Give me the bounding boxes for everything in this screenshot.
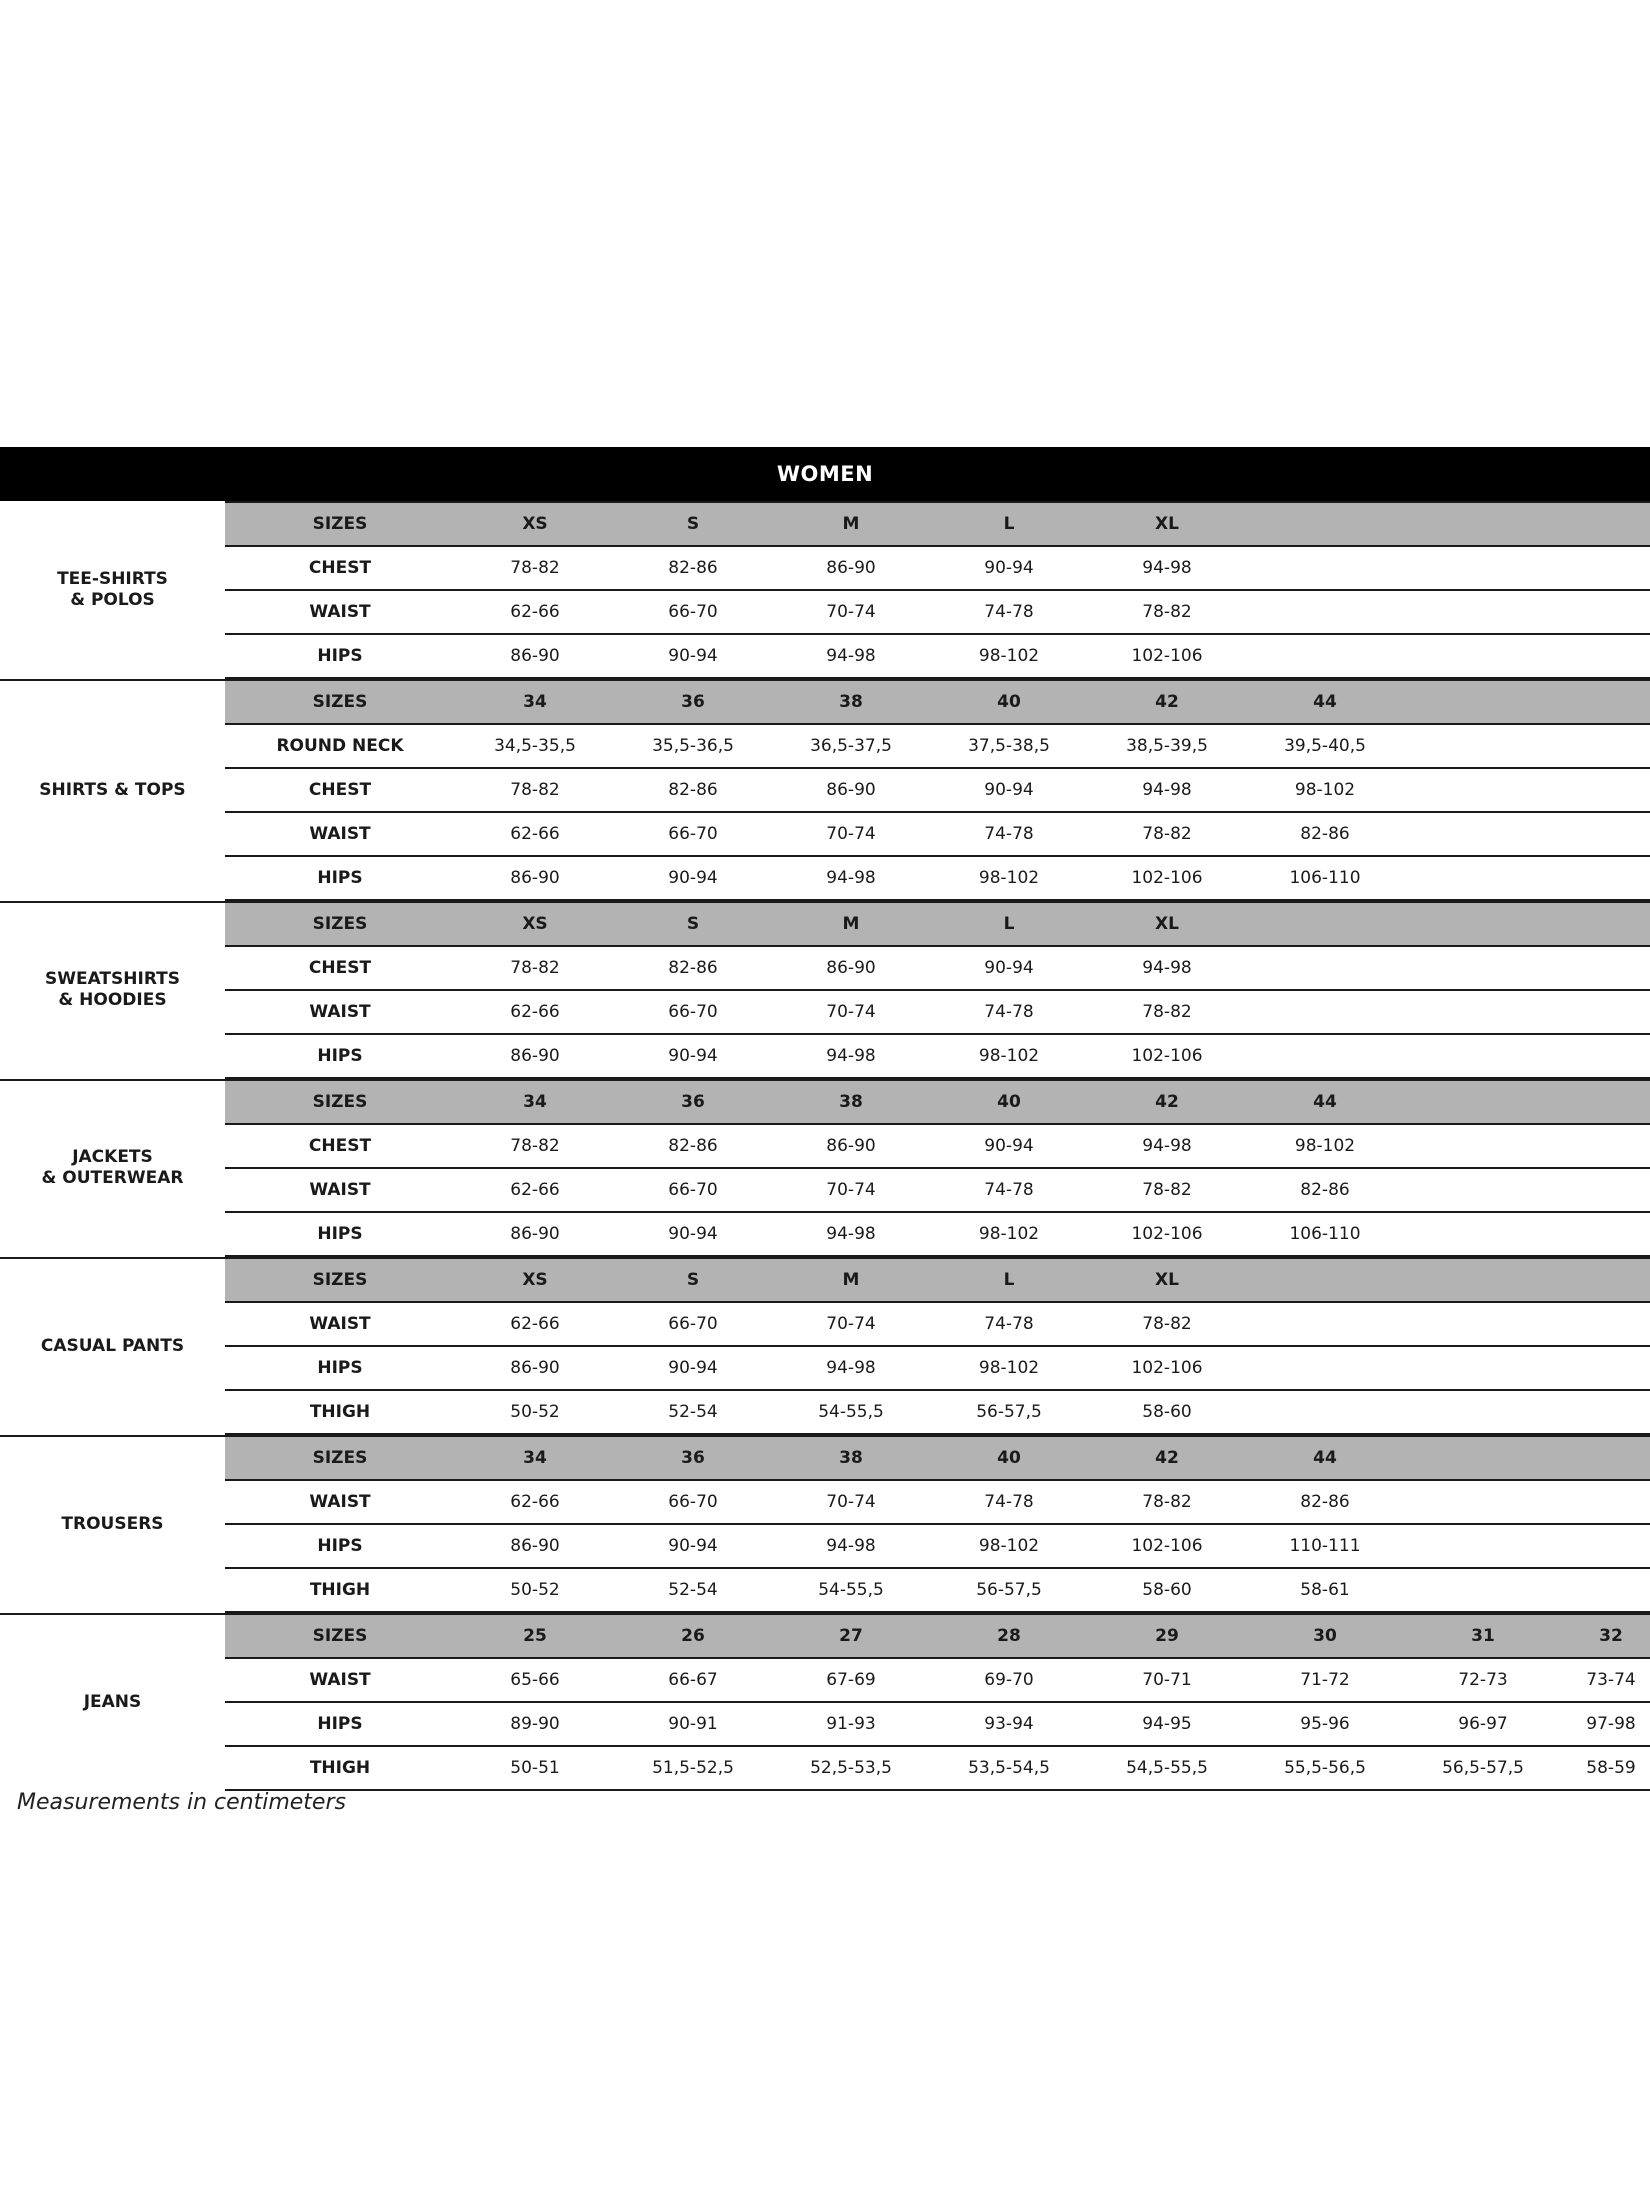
measurement-label: THIGH xyxy=(309,1758,371,1778)
group-divider xyxy=(0,1257,225,1259)
measurement-value: 56-57,5 xyxy=(976,1580,1042,1600)
measurement-value: 50-52 xyxy=(510,1402,560,1422)
measurement-value: 90-94 xyxy=(984,958,1034,978)
measurement-value: 102-106 xyxy=(1131,1224,1203,1244)
measurement-value: 106-110 xyxy=(1289,1224,1361,1244)
measurement-value: 98-102 xyxy=(978,1358,1040,1378)
measurement-label: HIPS xyxy=(317,646,363,666)
group-divider xyxy=(0,679,225,681)
measurement-value: 54,5-55,5 xyxy=(1126,1758,1208,1778)
measurement-label: WAIST xyxy=(309,1180,371,1200)
size-header-cell: XL xyxy=(1155,514,1179,534)
measurement-value: 74-78 xyxy=(984,602,1034,622)
measurement-value: 78-82 xyxy=(510,558,560,578)
size-table xyxy=(225,1435,1650,1613)
size-header-cell: 42 xyxy=(1155,1092,1179,1112)
measurement-value: 94-98 xyxy=(1142,558,1192,578)
measurement-value: 51,5-52,5 xyxy=(652,1758,734,1778)
measurement-value: 94-95 xyxy=(1142,1714,1192,1734)
measurement-value: 70-74 xyxy=(826,824,876,844)
measurement-value: 94-98 xyxy=(826,1358,876,1378)
measurement-value: 97-98 xyxy=(1586,1714,1636,1734)
size-header-cell: M xyxy=(842,1270,860,1290)
size-header-cell: 44 xyxy=(1313,1092,1337,1112)
measurement-value: 94-98 xyxy=(826,1224,876,1244)
measurement-label: CHEST xyxy=(308,958,372,978)
measurement-value: 78-82 xyxy=(1142,602,1192,622)
measurement-row xyxy=(225,725,1650,769)
measurement-value: 94-98 xyxy=(826,868,876,888)
sizes-header-row xyxy=(225,679,1650,725)
measurement-value: 53,5-54,5 xyxy=(968,1758,1050,1778)
size-group xyxy=(0,1079,1650,1257)
measurement-value: 70-74 xyxy=(826,1492,876,1512)
measurement-value: 62-66 xyxy=(510,824,560,844)
sizes-label: SIZES xyxy=(312,1626,368,1646)
measurement-value: 98-102 xyxy=(978,646,1040,666)
measurement-label: ROUND NECK xyxy=(276,736,404,756)
sizes-label: SIZES xyxy=(312,914,368,934)
measurement-value: 62-66 xyxy=(510,602,560,622)
measurement-value: 56-57,5 xyxy=(976,1402,1042,1422)
measurement-label: WAIST xyxy=(309,1314,371,1334)
measurement-value: 98-102 xyxy=(978,1046,1040,1066)
measurement-value: 86-90 xyxy=(510,868,560,888)
measurement-value: 86-90 xyxy=(826,958,876,978)
measurement-value: 54-55,5 xyxy=(818,1580,884,1600)
measurement-value: 62-66 xyxy=(510,1002,560,1022)
measurement-value: 90-94 xyxy=(668,1046,718,1066)
size-header-cell: 29 xyxy=(1155,1626,1179,1646)
measurement-value: 58-60 xyxy=(1142,1580,1192,1600)
measurement-value: 50-51 xyxy=(510,1758,560,1778)
measurement-value: 82-86 xyxy=(1300,824,1350,844)
size-header-cell: 31 xyxy=(1471,1626,1495,1646)
measurement-value: 74-78 xyxy=(984,1314,1034,1334)
size-header-cell: 28 xyxy=(997,1626,1021,1646)
measurement-value: 86-90 xyxy=(826,558,876,578)
measurement-value: 86-90 xyxy=(826,780,876,800)
measurement-value: 102-106 xyxy=(1131,646,1203,666)
measurement-value: 94-98 xyxy=(826,1536,876,1556)
size-table xyxy=(225,1079,1650,1257)
measurement-row xyxy=(225,947,1650,991)
measurement-label: CHEST xyxy=(308,1136,372,1156)
size-header-cell: 36 xyxy=(681,1092,705,1112)
measurement-value: 62-66 xyxy=(510,1314,560,1334)
size-group xyxy=(0,1613,1650,1791)
measurement-value: 56,5-57,5 xyxy=(1442,1758,1524,1778)
measurement-value: 37,5-38,5 xyxy=(968,736,1050,756)
measurement-value: 66-70 xyxy=(668,1002,718,1022)
measurement-value: 98-102 xyxy=(978,868,1040,888)
sizes-header-row xyxy=(225,1613,1650,1659)
size-header-cell: 34 xyxy=(523,1092,547,1112)
measurement-value: 94-98 xyxy=(1142,1136,1192,1156)
size-header-cell: XS xyxy=(522,914,548,934)
sizes-header-row xyxy=(225,1257,1650,1303)
measurement-value: 102-106 xyxy=(1131,1046,1203,1066)
sizes-header-row xyxy=(225,1079,1650,1125)
measurement-value: 98-102 xyxy=(1294,780,1356,800)
size-group xyxy=(0,1435,1650,1613)
measurement-value: 82-86 xyxy=(668,958,718,978)
measurement-value: 86-90 xyxy=(510,1224,560,1244)
sizes-header-row xyxy=(225,901,1650,947)
measurement-row xyxy=(225,547,1650,591)
category-label: SHIRTS & TOPS xyxy=(39,779,186,800)
size-header-cell: XL xyxy=(1155,914,1179,934)
measurement-value: 74-78 xyxy=(984,1002,1034,1022)
measurement-value: 70-74 xyxy=(826,602,876,622)
measurement-value: 73-74 xyxy=(1586,1670,1636,1690)
size-header-cell: S xyxy=(686,514,700,534)
measurement-value: 66-70 xyxy=(668,1180,718,1200)
measurement-value: 52,5-53,5 xyxy=(810,1758,892,1778)
measurement-value: 66-70 xyxy=(668,824,718,844)
measurement-row xyxy=(225,769,1650,813)
measurement-value: 78-82 xyxy=(510,1136,560,1156)
size-header-cell: M xyxy=(842,914,860,934)
size-header-cell: M xyxy=(842,514,860,534)
measurement-value: 98-102 xyxy=(1294,1136,1356,1156)
category-label: TROUSERS xyxy=(61,1513,164,1534)
measurement-label: WAIST xyxy=(309,602,371,622)
size-group xyxy=(0,901,1650,1079)
measurement-value: 94-98 xyxy=(1142,958,1192,978)
size-header-cell: XS xyxy=(522,1270,548,1290)
size-header-cell: 42 xyxy=(1155,1448,1179,1468)
measurement-value: 54-55,5 xyxy=(818,1402,884,1422)
size-table xyxy=(225,679,1650,901)
measurement-value: 78-82 xyxy=(1142,1180,1192,1200)
size-header-cell: 36 xyxy=(681,692,705,712)
size-header-cell: 27 xyxy=(839,1626,863,1646)
size-header-cell: XS xyxy=(522,514,548,534)
size-header-cell: 44 xyxy=(1313,692,1337,712)
size-header-cell: 36 xyxy=(681,1448,705,1468)
measurement-value: 66-70 xyxy=(668,1492,718,1512)
category-label: CASUAL PANTS xyxy=(40,1335,185,1356)
measurement-row xyxy=(225,1481,1650,1525)
size-header-cell: 34 xyxy=(523,692,547,712)
size-header-cell: 40 xyxy=(997,692,1021,712)
size-chart xyxy=(0,447,1650,1791)
category-label: TEE-SHIRTS & POLOS xyxy=(57,569,168,610)
measurement-value: 98-102 xyxy=(978,1536,1040,1556)
measurement-label: THIGH xyxy=(309,1402,371,1422)
measurement-value: 72-73 xyxy=(1458,1670,1508,1690)
measurement-value: 52-54 xyxy=(668,1580,718,1600)
measurement-value: 86-90 xyxy=(510,1046,560,1066)
sizes-header-row xyxy=(225,501,1650,547)
measurement-value: 70-71 xyxy=(1142,1670,1192,1690)
size-header-cell: 25 xyxy=(523,1626,547,1646)
sizes-header-row xyxy=(225,1435,1650,1481)
sizes-label: SIZES xyxy=(312,1448,368,1468)
measurement-value: 90-94 xyxy=(668,1358,718,1378)
measurement-value: 78-82 xyxy=(1142,1314,1192,1334)
size-header-cell: 38 xyxy=(839,1448,863,1468)
measurement-value: 98-102 xyxy=(978,1224,1040,1244)
size-header-cell: 38 xyxy=(839,692,863,712)
measurement-row xyxy=(225,1569,1650,1613)
measurement-value: 74-78 xyxy=(984,1492,1034,1512)
measurement-value: 66-70 xyxy=(668,602,718,622)
chart-title: WOMEN xyxy=(0,447,1650,501)
measurement-value: 78-82 xyxy=(510,780,560,800)
measurement-value: 71-72 xyxy=(1300,1670,1350,1690)
size-header-cell: S xyxy=(686,914,700,934)
measurement-row xyxy=(225,1391,1650,1435)
measurement-value: 70-74 xyxy=(826,1180,876,1200)
measurement-value: 82-86 xyxy=(668,558,718,578)
measurement-value: 36,5-37,5 xyxy=(810,736,892,756)
measurement-value: 67-69 xyxy=(826,1670,876,1690)
measurement-label: WAIST xyxy=(309,1670,371,1690)
measurement-label: HIPS xyxy=(317,1714,363,1734)
size-header-cell: 30 xyxy=(1313,1626,1337,1646)
measurement-value: 90-94 xyxy=(668,1224,718,1244)
measurement-label: WAIST xyxy=(309,1492,371,1512)
measurement-value: 86-90 xyxy=(510,1358,560,1378)
measurement-value: 82-86 xyxy=(668,1136,718,1156)
size-header-cell: L xyxy=(1003,514,1015,534)
size-header-cell: 34 xyxy=(523,1448,547,1468)
measurement-value: 96-97 xyxy=(1458,1714,1508,1734)
size-group xyxy=(0,679,1650,901)
measurement-value: 55,5-56,5 xyxy=(1284,1758,1366,1778)
measurement-value: 82-86 xyxy=(1300,1492,1350,1512)
measurement-row xyxy=(225,1213,1650,1257)
measurement-value: 94-98 xyxy=(1142,780,1192,800)
measurement-label: WAIST xyxy=(309,1002,371,1022)
measurement-value: 106-110 xyxy=(1289,868,1361,888)
category-label: JACKETS & OUTERWEAR xyxy=(41,1147,184,1188)
size-header-cell: L xyxy=(1003,1270,1015,1290)
measurement-row xyxy=(225,1747,1650,1791)
measurement-value: 66-70 xyxy=(668,1314,718,1334)
measurement-value: 102-106 xyxy=(1131,1536,1203,1556)
measurement-value: 90-94 xyxy=(984,780,1034,800)
measurement-value: 86-90 xyxy=(510,1536,560,1556)
measurement-value: 66-67 xyxy=(668,1670,718,1690)
measurement-value: 78-82 xyxy=(1142,1002,1192,1022)
measurement-row xyxy=(225,1035,1650,1079)
measurement-row xyxy=(225,1525,1650,1569)
measurement-value: 52-54 xyxy=(668,1402,718,1422)
measurement-value: 78-82 xyxy=(510,958,560,978)
size-header-cell: 32 xyxy=(1599,1626,1623,1646)
measurement-row xyxy=(225,1125,1650,1169)
size-header-cell: 26 xyxy=(681,1626,705,1646)
measurement-value: 62-66 xyxy=(510,1492,560,1512)
measurement-row xyxy=(225,1347,1650,1391)
measurement-row xyxy=(225,591,1650,635)
measurement-value: 90-94 xyxy=(668,868,718,888)
measurement-value: 78-82 xyxy=(1142,824,1192,844)
group-divider xyxy=(0,1079,225,1081)
measurement-row xyxy=(225,1703,1650,1747)
measurement-value: 90-94 xyxy=(668,1536,718,1556)
size-table xyxy=(225,1257,1650,1435)
size-group xyxy=(0,1257,1650,1435)
measurement-value: 82-86 xyxy=(1300,1180,1350,1200)
sizes-label: SIZES xyxy=(312,514,368,534)
group-divider xyxy=(0,1613,225,1615)
measurement-value: 90-94 xyxy=(984,1136,1034,1156)
measurement-value: 69-70 xyxy=(984,1670,1034,1690)
measurement-value: 70-74 xyxy=(826,1002,876,1022)
sizes-label: SIZES xyxy=(312,1092,368,1112)
measurement-value: 94-98 xyxy=(826,1046,876,1066)
measurement-value: 90-94 xyxy=(668,646,718,666)
measurement-value: 38,5-39,5 xyxy=(1126,736,1208,756)
measurement-label: HIPS xyxy=(317,1536,363,1556)
measurement-label: WAIST xyxy=(309,824,371,844)
measurement-value: 65-66 xyxy=(510,1670,560,1690)
measurement-value: 91-93 xyxy=(826,1714,876,1734)
size-header-cell: 38 xyxy=(839,1092,863,1112)
size-header-cell: 44 xyxy=(1313,1448,1337,1468)
measurement-value: 74-78 xyxy=(984,824,1034,844)
measurement-value: 74-78 xyxy=(984,1180,1034,1200)
sizes-label: SIZES xyxy=(312,692,368,712)
category-label: JEANS xyxy=(83,1691,142,1712)
measurement-value: 94-98 xyxy=(826,646,876,666)
measurement-row xyxy=(225,1303,1650,1347)
size-header-cell: 40 xyxy=(997,1092,1021,1112)
size-header-cell: XL xyxy=(1155,1270,1179,1290)
category-label: SWEATSHIRTS & HOODIES xyxy=(44,969,180,1010)
measurement-value: 58-59 xyxy=(1586,1758,1636,1778)
measurement-value: 50-52 xyxy=(510,1580,560,1600)
measurement-label: HIPS xyxy=(317,1046,363,1066)
measurement-value: 34,5-35,5 xyxy=(494,736,576,756)
size-table xyxy=(225,1613,1650,1791)
measurement-value: 102-106 xyxy=(1131,1358,1203,1378)
measurement-value: 58-60 xyxy=(1142,1402,1192,1422)
measurement-value: 62-66 xyxy=(510,1180,560,1200)
measurement-value: 89-90 xyxy=(510,1714,560,1734)
measurement-value: 86-90 xyxy=(510,646,560,666)
size-groups xyxy=(0,501,1650,1791)
measurement-label: CHEST xyxy=(308,780,372,800)
measurement-value: 90-94 xyxy=(984,558,1034,578)
measurement-value: 95-96 xyxy=(1300,1714,1350,1734)
measurement-label: HIPS xyxy=(317,1358,363,1378)
measurement-label: HIPS xyxy=(317,868,363,888)
measurement-note: Measurements in centimeters xyxy=(17,1790,346,1815)
size-header-cell: 42 xyxy=(1155,692,1179,712)
size-header-cell: S xyxy=(686,1270,700,1290)
measurement-label: THIGH xyxy=(309,1580,371,1600)
measurement-label: HIPS xyxy=(317,1224,363,1244)
measurement-row xyxy=(225,991,1650,1035)
measurement-label: CHEST xyxy=(308,558,372,578)
measurement-value: 93-94 xyxy=(984,1714,1034,1734)
measurement-row xyxy=(225,635,1650,679)
size-table xyxy=(225,501,1650,679)
size-header-cell: L xyxy=(1003,914,1015,934)
group-divider xyxy=(0,901,225,903)
measurement-value: 39,5-40,5 xyxy=(1284,736,1366,756)
measurement-row xyxy=(225,1659,1650,1703)
size-table xyxy=(225,901,1650,1079)
measurement-row xyxy=(225,857,1650,901)
measurement-value: 102-106 xyxy=(1131,868,1203,888)
measurement-value: 78-82 xyxy=(1142,1492,1192,1512)
measurement-value: 86-90 xyxy=(826,1136,876,1156)
size-group xyxy=(0,501,1650,679)
measurement-value: 58-61 xyxy=(1300,1580,1350,1600)
measurement-value: 70-74 xyxy=(826,1314,876,1334)
measurement-row xyxy=(225,1169,1650,1213)
measurement-value: 110-111 xyxy=(1289,1536,1361,1556)
measurement-value: 35,5-36,5 xyxy=(652,736,734,756)
sizes-label: SIZES xyxy=(312,1270,368,1290)
measurement-row xyxy=(225,813,1650,857)
measurement-value: 90-91 xyxy=(668,1714,718,1734)
group-divider xyxy=(0,1435,225,1437)
measurement-value: 82-86 xyxy=(668,780,718,800)
size-header-cell: 40 xyxy=(997,1448,1021,1468)
